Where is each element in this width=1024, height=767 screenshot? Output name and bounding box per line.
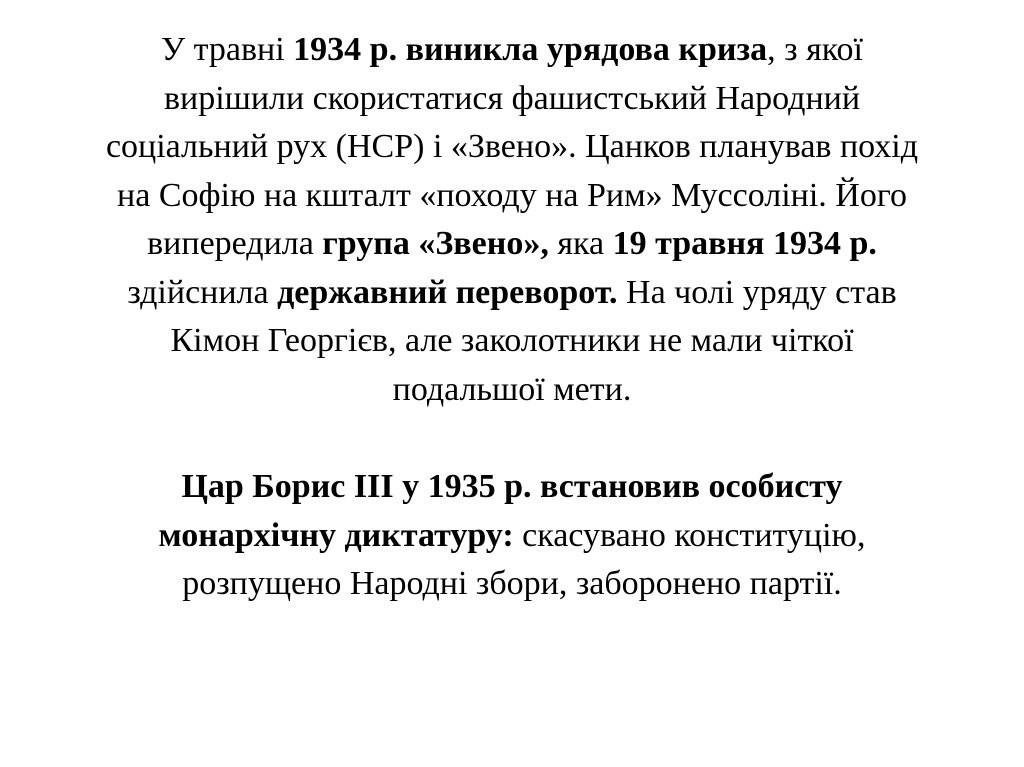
text-run: , з якої	[767, 31, 863, 68]
text-run: здійснила	[127, 273, 278, 311]
bold-text-run: 19 травня 1934 р.	[612, 225, 877, 262]
paragraph-1930s-crisis	[30, 26, 994, 414]
text-line	[30, 512, 994, 561]
text-line: подальшої мети.	[392, 370, 632, 408]
text-run: У травні	[161, 31, 294, 68]
text-line	[30, 26, 994, 75]
text-line: соціальний рух (НСР) і «Звено». Цанков планував похід	[105, 128, 919, 165]
text-line: Кімон Георгієв, але заколотники не мали чіткої	[170, 322, 854, 359]
bold-text-run: державний переворот.	[277, 273, 618, 311]
text-run: яка	[548, 225, 613, 262]
text-run: На чолі уряду став	[617, 273, 897, 311]
bold-text-run: 1934 р. виникла урядова криза	[293, 31, 768, 68]
text-line: на Софію на кшталт «походу на Рим» Муссоліні. Його	[117, 176, 907, 214]
text-line: розпущено Народні збори, заборонено партії.	[182, 565, 842, 602]
text-line: вирішили скористатися фашистський Народний	[163, 79, 861, 117]
text-run: випередила	[147, 225, 323, 262]
text-line	[30, 220, 994, 269]
text-run: скасувано конституцію,	[513, 516, 866, 554]
text-line: Цар Борис ІІІ у 1935 р. встановив особисту	[181, 468, 843, 505]
bold-text-run: група «Звено»,	[322, 225, 549, 262]
text-line	[30, 269, 994, 318]
paragraph-tsar-boris-dictatorship	[30, 463, 994, 609]
bold-text-run: монархічну диктатуру:	[158, 516, 514, 554]
